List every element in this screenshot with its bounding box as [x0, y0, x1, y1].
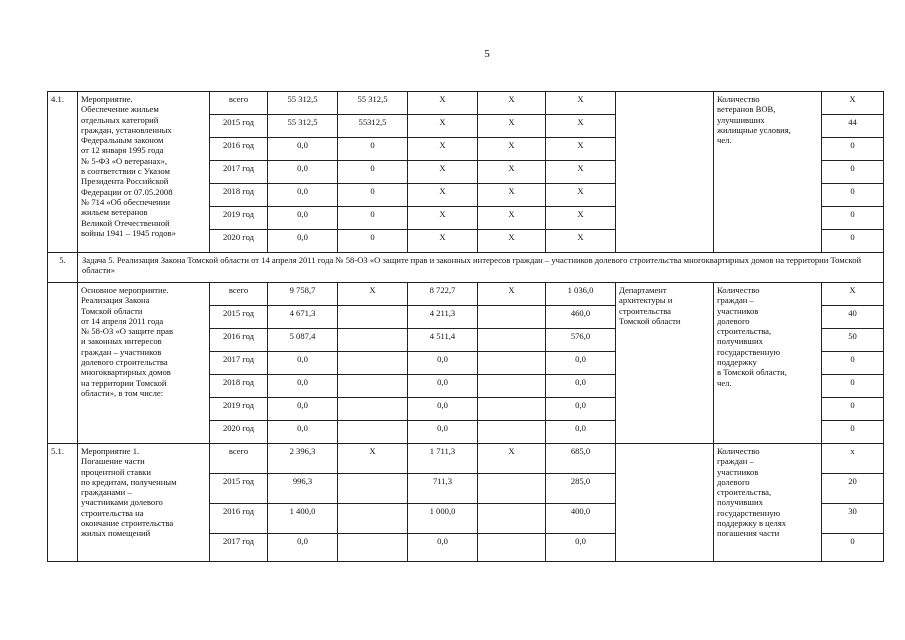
federal-budget-cell	[338, 504, 408, 534]
regional-budget-cell: X	[408, 92, 478, 115]
indicator-value-cell: 30	[822, 504, 884, 534]
total-amount-cell: 9 758,7	[268, 283, 338, 306]
period-cell: 2015 год	[210, 306, 268, 329]
federal-budget-cell	[338, 375, 408, 398]
extrabudgetary-cell: 0,0	[546, 375, 616, 398]
federal-budget-cell	[338, 329, 408, 352]
total-amount-cell: 0,0	[268, 534, 338, 562]
activity-number-cell: 5.1.	[48, 444, 78, 562]
activity-number-cell: 4.1.	[48, 92, 78, 253]
local-budget-cell	[478, 306, 546, 329]
local-budget-cell: X	[478, 92, 546, 115]
local-budget-cell: X	[478, 161, 546, 184]
extrabudgetary-cell: 285,0	[546, 474, 616, 504]
period-cell: всего	[210, 283, 268, 306]
regional-budget-cell: 711,3	[408, 474, 478, 504]
regional-budget-cell: X	[408, 115, 478, 138]
indicator-value-cell: 0	[822, 352, 884, 375]
extrabudgetary-cell: X	[546, 207, 616, 230]
federal-budget-cell	[338, 352, 408, 375]
regional-budget-cell: 8 722,7	[408, 283, 478, 306]
page-number: 5	[484, 48, 490, 60]
regional-budget-cell: 0,0	[408, 352, 478, 375]
period-cell: 2017 год	[210, 161, 268, 184]
federal-budget-cell: 55 312,5	[338, 92, 408, 115]
extrabudgetary-cell: 685,0	[546, 444, 616, 474]
federal-budget-cell: X	[338, 444, 408, 474]
executor-cell	[616, 444, 714, 562]
regional-budget-cell: 1 000,0	[408, 504, 478, 534]
extrabudgetary-cell: X	[546, 92, 616, 115]
indicator-value-cell: 0	[822, 161, 884, 184]
indicator-value-cell: 44	[822, 115, 884, 138]
executor-cell: Департамент архитектуры и строительства Томской области	[616, 283, 714, 444]
total-amount-cell: 0,0	[268, 207, 338, 230]
regional-budget-cell: 0,0	[408, 421, 478, 444]
indicator-value-cell: 0	[822, 207, 884, 230]
extrabudgetary-cell: X	[546, 115, 616, 138]
period-cell: 2015 год	[210, 115, 268, 138]
executor-cell	[616, 92, 714, 253]
local-budget-cell: X	[478, 230, 546, 253]
period-cell: 2017 год	[210, 534, 268, 562]
task-text-cell: Задача 5. Реализация Закона Томской области от 14 апреля 2011 года № 58-ОЗ «О защите прав и законных интересов граждан – участников долевого строительства многоквартирных домов на территории Томской области»	[78, 253, 884, 283]
local-budget-cell: X	[478, 444, 546, 474]
local-budget-cell	[478, 474, 546, 504]
federal-budget-cell: X	[338, 283, 408, 306]
period-cell: всего	[210, 444, 268, 474]
regional-budget-cell: 4 511,4	[408, 329, 478, 352]
indicator-name-cell: Количество граждан – участников долевого строительства, получивших государственную поддержку в Томской области, чел.	[714, 283, 822, 444]
federal-budget-cell: 55312,5	[338, 115, 408, 138]
regional-budget-cell: X	[408, 138, 478, 161]
activity-name-cell: Мероприятие 1. Погашение части процентной ставки по кредитам, полученным гражданами – участниками долевого строительства на окончание строительства жилых помещений	[78, 444, 210, 562]
total-amount-cell: 5 087,4	[268, 329, 338, 352]
local-budget-cell: X	[478, 138, 546, 161]
indicator-value-cell: 0	[822, 421, 884, 444]
federal-budget-cell: 0	[338, 230, 408, 253]
extrabudgetary-cell: 460,0	[546, 306, 616, 329]
activity-name-cell: Мероприятие. Обеспечение жильем отдельных категорий граждан, установленных Федеральным законом от 12 января 1995 года № 5-ФЗ «О ветеранах», в соответствии с Указом Президента Российской Федерации от 07.05.2008 № 714 «Об обеспечении жильем ветеранов Великой Отечественной войны 1941 – 1945 годов»	[78, 92, 210, 253]
local-budget-cell	[478, 329, 546, 352]
total-amount-cell: 0,0	[268, 184, 338, 207]
extrabudgetary-cell: 0,0	[546, 534, 616, 562]
local-budget-cell: X	[478, 184, 546, 207]
period-cell: 2019 год	[210, 207, 268, 230]
total-amount-cell: 55 312,5	[268, 92, 338, 115]
federal-budget-cell	[338, 421, 408, 444]
federal-budget-cell	[338, 474, 408, 504]
local-budget-cell	[478, 375, 546, 398]
regional-budget-cell: X	[408, 207, 478, 230]
period-cell: 2017 год	[210, 352, 268, 375]
period-cell: 2016 год	[210, 329, 268, 352]
federal-budget-cell	[338, 398, 408, 421]
extrabudgetary-cell: X	[546, 138, 616, 161]
task-row	[48, 253, 884, 283]
extrabudgetary-cell: 0,0	[546, 352, 616, 375]
period-cell: 2015 год	[210, 474, 268, 504]
regional-budget-cell: X	[408, 184, 478, 207]
regional-budget-cell: 4 211,3	[408, 306, 478, 329]
indicator-name-cell: Количество граждан – участников долевого строительства, получивших государственную поддержку в целях погашения части	[714, 444, 822, 562]
local-budget-cell	[478, 534, 546, 562]
period-cell: 2020 год	[210, 421, 268, 444]
task-number-cell: 5.	[48, 253, 78, 283]
period-cell: 2016 год	[210, 504, 268, 534]
total-amount-cell: 0,0	[268, 375, 338, 398]
local-budget-cell: X	[478, 115, 546, 138]
regional-budget-cell: 0,0	[408, 375, 478, 398]
total-amount-cell: 2 396,3	[268, 444, 338, 474]
extrabudgetary-cell: X	[546, 184, 616, 207]
federal-budget-cell: 0	[338, 138, 408, 161]
indicator-value-cell: 40	[822, 306, 884, 329]
local-budget-cell	[478, 504, 546, 534]
indicator-value-cell: 0	[822, 230, 884, 253]
indicator-value-cell: 0	[822, 375, 884, 398]
activity-name-cell: Основное мероприятие. Реализация Закона Томской области от 14 апреля 2011 года № 58-ОЗ «О защите прав и законных интересов граждан – участников долевого строительства многоквартирных домов на территории Томской области», в том числе:	[78, 283, 210, 444]
indicator-name-cell: Количество ветеранов ВОВ, улучшивших жилищные условия, чел.	[714, 92, 822, 253]
local-budget-cell	[478, 421, 546, 444]
indicator-value-cell: X	[822, 283, 884, 306]
extrabudgetary-cell: 0,0	[546, 398, 616, 421]
indicator-value-cell: 0	[822, 398, 884, 421]
total-amount-cell: 0,0	[268, 161, 338, 184]
regional-budget-cell: X	[408, 230, 478, 253]
regional-budget-cell: 0,0	[408, 398, 478, 421]
indicator-value-cell: x	[822, 444, 884, 474]
total-amount-cell: 0,0	[268, 398, 338, 421]
period-cell: 2018 год	[210, 184, 268, 207]
table-row	[48, 444, 884, 474]
total-amount-cell: 4 671,3	[268, 306, 338, 329]
period-cell: всего	[210, 92, 268, 115]
federal-budget-cell	[338, 306, 408, 329]
federal-budget-cell: 0	[338, 184, 408, 207]
indicator-value-cell: 0	[822, 184, 884, 207]
extrabudgetary-cell: X	[546, 161, 616, 184]
program-activities-table	[47, 91, 884, 562]
activity-number-cell	[48, 283, 78, 444]
total-amount-cell: 0,0	[268, 230, 338, 253]
table-row	[48, 92, 884, 115]
period-cell: 2019 год	[210, 398, 268, 421]
total-amount-cell: 0,0	[268, 352, 338, 375]
total-amount-cell: 1 400,0	[268, 504, 338, 534]
extrabudgetary-cell: 576,0	[546, 329, 616, 352]
federal-budget-cell	[338, 534, 408, 562]
indicator-value-cell: 0	[822, 534, 884, 562]
indicator-value-cell: 20	[822, 474, 884, 504]
regional-budget-cell: 0,0	[408, 534, 478, 562]
indicator-value-cell: 50	[822, 329, 884, 352]
indicator-value-cell: 0	[822, 138, 884, 161]
total-amount-cell: 996,3	[268, 474, 338, 504]
extrabudgetary-cell: 0,0	[546, 421, 616, 444]
period-cell: 2020 год	[210, 230, 268, 253]
extrabudgetary-cell: 1 036,0	[546, 283, 616, 306]
federal-budget-cell: 0	[338, 161, 408, 184]
total-amount-cell: 0,0	[268, 421, 338, 444]
total-amount-cell: 0,0	[268, 138, 338, 161]
local-budget-cell	[478, 352, 546, 375]
local-budget-cell: X	[478, 207, 546, 230]
regional-budget-cell: X	[408, 161, 478, 184]
extrabudgetary-cell: X	[546, 230, 616, 253]
period-cell: 2016 год	[210, 138, 268, 161]
local-budget-cell: X	[478, 283, 546, 306]
local-budget-cell	[478, 398, 546, 421]
table-row	[48, 283, 884, 306]
total-amount-cell: 55 312,5	[268, 115, 338, 138]
period-cell: 2018 год	[210, 375, 268, 398]
indicator-value-cell: X	[822, 92, 884, 115]
federal-budget-cell: 0	[338, 207, 408, 230]
extrabudgetary-cell: 400,0	[546, 504, 616, 534]
regional-budget-cell: 1 711,3	[408, 444, 478, 474]
